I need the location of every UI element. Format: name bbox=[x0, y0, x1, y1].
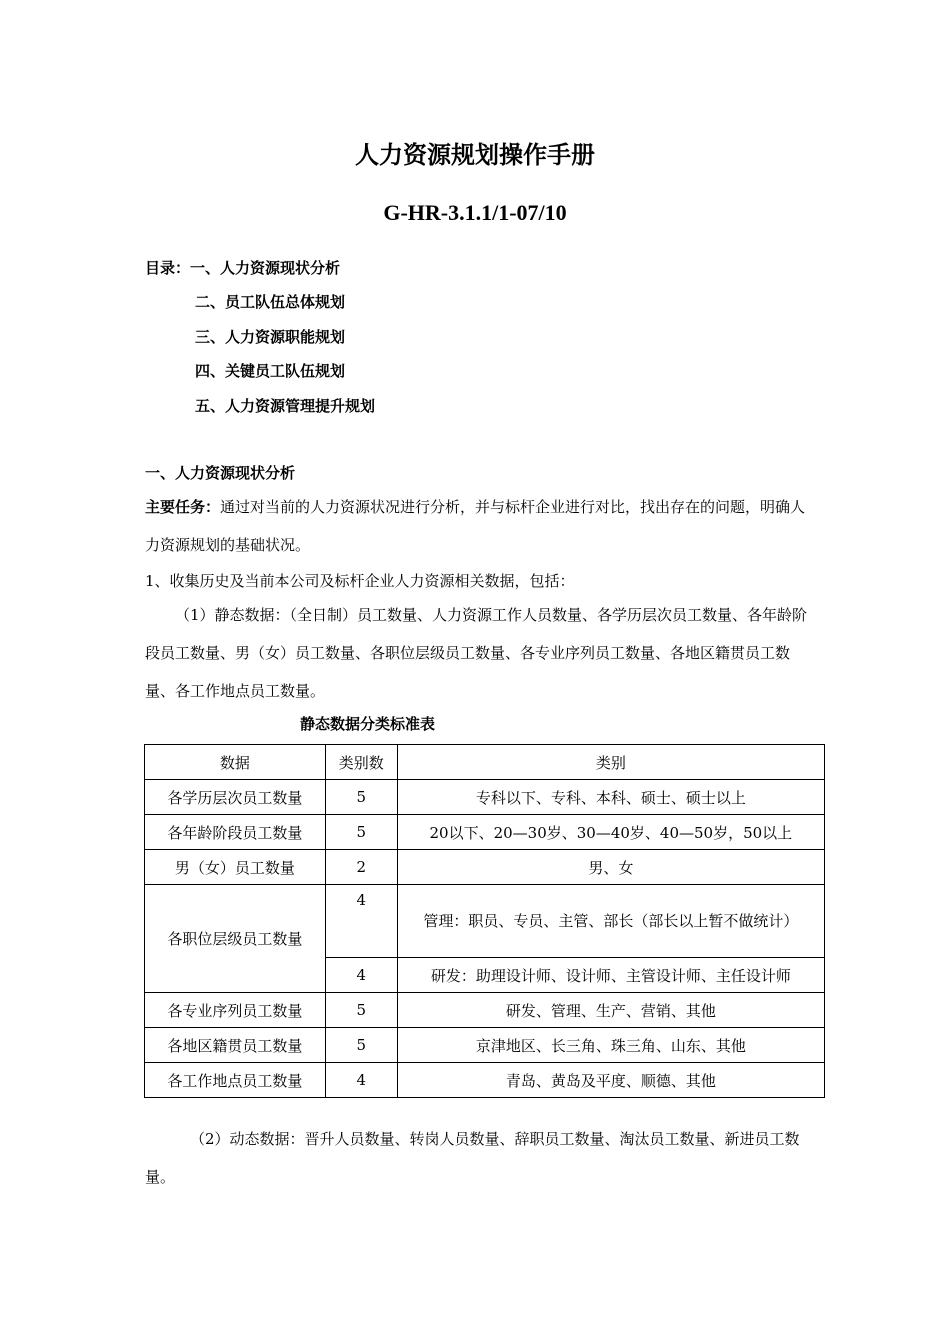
toc-first-line bbox=[145, 257, 340, 278]
table-cell: 研发：助理设计师、设计师、主管设计师、主任设计师 bbox=[397, 958, 824, 993]
toc-item: 五、人力资源管理提升规划 bbox=[195, 397, 376, 415]
table-cell: 4 bbox=[325, 1063, 397, 1098]
dynamic-data-paragraph: （2）动态数据：晋升人员数量、转岗人员数量、辞职员工数量、淘汰员工数量、新进员工数量。 bbox=[145, 1130, 800, 1186]
table-row bbox=[145, 1063, 825, 1098]
table-row bbox=[145, 993, 825, 1028]
table-cell: 青岛、黄岛及平度、顺德、其他 bbox=[397, 1063, 824, 1098]
item-1-paragraph: 1、收集历史及当前本公司及标杆企业人力资源相关数据，包括： bbox=[145, 572, 575, 590]
table-cell: 各年龄阶段员工数量 bbox=[145, 815, 326, 850]
document-title: 人力资源规划操作手册 bbox=[355, 141, 595, 169]
table-cell: 20以下、20—30岁、30—40岁、40—50岁，50以上 bbox=[397, 815, 824, 850]
table-row bbox=[145, 1028, 825, 1063]
table-row bbox=[145, 850, 825, 885]
table-caption: 静态数据分类标准表 bbox=[300, 715, 436, 733]
header-cell: 数据 bbox=[145, 745, 326, 780]
main-task-paragraph bbox=[145, 488, 810, 564]
table-cell: 5 bbox=[325, 1028, 397, 1063]
table-cell: 各学历层次员工数量 bbox=[145, 780, 326, 815]
table-header-row bbox=[145, 745, 825, 780]
header-cell: 类别数 bbox=[325, 745, 397, 780]
table-cell: 5 bbox=[325, 780, 397, 815]
table-cell: 京津地区、长三角、珠三角、山东、其他 bbox=[397, 1028, 824, 1063]
table-cell: 4 bbox=[325, 885, 397, 958]
table-cell: 4 bbox=[325, 958, 397, 993]
toc-label: 目录： bbox=[145, 259, 191, 277]
static-data-paragraph: （1）静态数据：（全日制）员工数量、人力资源工作人员数量、各学历层次员工数量、各年龄阶段员工数量、男（女）员工数量、各职位层级员工数量、各专业序列员工数量、各地区籍贯员工数量、各工作地点员工数量。 bbox=[145, 606, 808, 700]
toc-item: 二、员工队伍总体规划 bbox=[195, 293, 346, 311]
table-cell: 各工作地点员工数量 bbox=[145, 1063, 326, 1098]
table-cell: 管理：职员、专员、主管、部长（部长以上暂不做统计） bbox=[397, 885, 824, 958]
section-heading: 一、人力资源现状分析 bbox=[145, 464, 296, 482]
table-cell: 5 bbox=[325, 815, 397, 850]
table-row bbox=[145, 885, 825, 958]
toc-item: 三、人力资源职能规划 bbox=[195, 328, 346, 346]
table-cell: 5 bbox=[325, 993, 397, 1028]
table-cell: 男（女）员工数量 bbox=[145, 850, 326, 885]
static-data-table bbox=[144, 744, 825, 1098]
table-cell: 2 bbox=[325, 850, 397, 885]
table-cell: 各专业序列员工数量 bbox=[145, 993, 326, 1028]
document-code: G-HR-3.1.1/1-07/10 bbox=[383, 200, 567, 225]
table-cell: 各地区籍贯员工数量 bbox=[145, 1028, 326, 1063]
table-cell: 男、女 bbox=[397, 850, 824, 885]
table-cell: 各职位层级员工数量 bbox=[145, 885, 326, 993]
table-row bbox=[145, 780, 825, 815]
table-cell: 专科以下、专科、本科、硕士、硕士以上 bbox=[397, 780, 824, 815]
toc-item: 四、关键员工队伍规划 bbox=[195, 362, 346, 380]
task-text: 通过对当前的人力资源状况进行分析，并与标杆企业进行对比，找出存在的问题，明确人力资源规划的基础状况。 bbox=[145, 498, 806, 554]
table-cell: 研发、管理、生产、营销、其他 bbox=[397, 993, 824, 1028]
table-row bbox=[145, 815, 825, 850]
task-label: 主要任务： bbox=[145, 498, 221, 516]
toc-item: 一、人力资源现状分析 bbox=[190, 259, 341, 277]
header-cell: 类别 bbox=[397, 745, 824, 780]
